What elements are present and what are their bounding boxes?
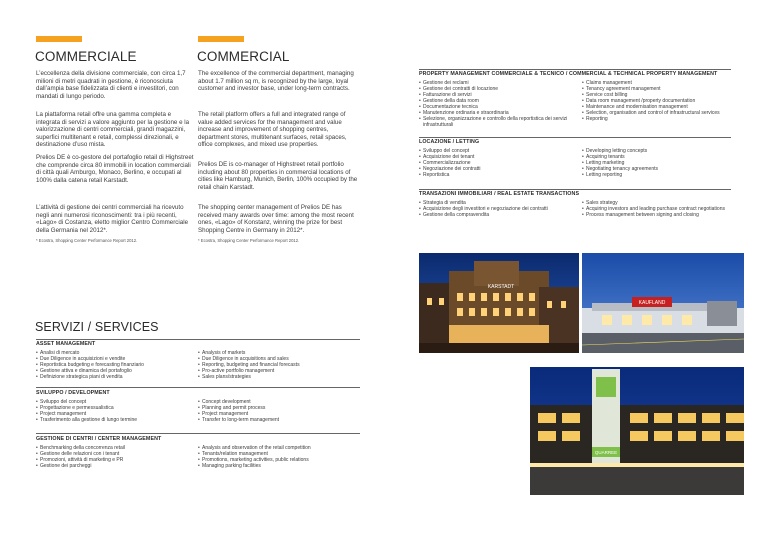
list-item: • Project management: [36, 411, 186, 417]
list-item: • Sales strategy: [582, 200, 747, 206]
paragraph-it-3: Prelios DE è co-gestore del portafoglio retail di Highstreet che comprende circa 80 immobili in location commerciali di città quali Amburgo, Monaco, Berlino, e occupati al 100% dalla catena retail Karstadt.: [36, 154, 194, 184]
section-title-development: SVILUPPO / DEVELOPMENT: [36, 390, 110, 396]
sign-kaufland: KAUFLAND: [638, 300, 666, 306]
list-transactions-it: [419, 200, 579, 218]
photo-shopping-center-dusk: [582, 253, 744, 353]
paragraph-it-1: L’eccellenza della divisione commerciale, con circa 1,7 milioni di metri quadrati in gestione, è riconosciuta dall’ampia base fidelizzata di clienti e investitori, con mandati di lungo periodo.: [36, 70, 186, 100]
list-letting-it: [419, 148, 579, 178]
list-item: • Tenancy agreement management: [582, 86, 742, 92]
list-item: • Analysis of markets: [198, 350, 358, 356]
list-item: • Process management between signing and closing: [582, 212, 747, 218]
list-item: • Letting marketing: [582, 160, 742, 166]
paragraph-en-1: The excellence of the commercial department, managing about 1.7 million sq m, is recognized by the large, loyal customer and investor base, under long-term contracts.: [198, 70, 354, 93]
paragraph-en-2: The retail platform offers a full and integrated range of value added services for the management and value increase and improvement of shopping centres, department stores, multitenant surfaces, retail spaces, office complexes, and mixed use properties.: [198, 111, 347, 149]
list-center-management-en: [198, 445, 358, 469]
list-item: • Claims management: [582, 80, 742, 86]
sign-karstadt: KARSTADT: [487, 284, 515, 290]
divider: [419, 69, 731, 70]
list-item: • Due Diligence in acquisizioni e vendite: [36, 356, 186, 362]
list-item: • Gestione della data room: [419, 98, 579, 104]
accent-bar-left: [36, 36, 82, 42]
list-item: • Negotiating tenancy agreements: [582, 166, 742, 172]
heading-commerciale: COMMERCIALE: [35, 49, 137, 64]
footnote-en: * Ecostra, Shopping Center Performance Report 2012.: [198, 238, 300, 243]
list-item: • Transfer to long-term management: [198, 417, 358, 423]
list-letting-en: [582, 148, 742, 178]
paragraph-en-3: Prelios DE is co-manager of Highstreet retail portfolio including about 80 properties in commercial locations of cities like Hamburg, Munich, Berlin, 100% occupied by the retail chain Karstadt.: [198, 161, 358, 191]
list-item: • Concept development: [198, 399, 358, 405]
list-item: • Reportistica budgeting e forecasting finanziario: [36, 362, 186, 368]
list-item: • Sviluppo del concept: [419, 148, 579, 154]
list-item: • Reportistica: [419, 172, 579, 178]
list-item: • Data room management /property documentation: [582, 98, 742, 104]
list-item: • Selection, organisation and control of infrastructural services: [582, 110, 742, 116]
list-item: • Fatturazione di servizi: [419, 92, 579, 98]
list-property-management-en: [582, 80, 742, 122]
divider: [36, 387, 360, 388]
list-item: • Maintenance and modernisation management: [582, 104, 742, 110]
sign-quarree: QUARREE: [594, 450, 618, 455]
list-item: • Analisi di mercato: [36, 350, 186, 356]
list-item: • Gestione delle relazioni con i tenant: [36, 451, 186, 457]
photo-department-store-night: [419, 253, 579, 353]
list-center-management-it: [36, 445, 186, 469]
list-item: • Gestione dei reclami: [419, 80, 579, 86]
list-item: • Promotions, marketing activities, public relations: [198, 457, 358, 463]
list-item: • Trasferimento alla gestione di lungo termine: [36, 417, 186, 423]
footnote-it: * Ecostra, Shopping Center Performance Report 2012.: [36, 238, 138, 243]
list-item: • Gestione dei parcheggi: [36, 463, 186, 469]
list-item: • Strategia di vendita: [419, 200, 579, 206]
list-item: • Gestione della compravendita: [419, 212, 579, 218]
list-development-en: [198, 399, 358, 423]
list-item: • Documentazione tecnica: [419, 104, 579, 110]
list-item: • Planning and permit process: [198, 405, 358, 411]
section-title-center-management: GESTIONE DI CENTRI / CENTER MANAGEMENT: [36, 436, 162, 442]
list-item: • Reporting: [582, 116, 742, 122]
list-item: • Negoziazione dei contratti: [419, 166, 579, 172]
list-item: • Benchmarking della concorrenza retail: [36, 445, 186, 451]
list-item: • Progettazione e permessualistica: [36, 405, 186, 411]
heading-services: SERVIZI / SERVICES: [35, 320, 159, 334]
heading-commercial: COMMERCIAL: [197, 49, 290, 64]
list-item: • Tenants/relation management: [198, 451, 358, 457]
list-item: • Analysis and observation of the retail competition: [198, 445, 358, 451]
paragraph-en-4: The shopping center management of Prelios DE has received many awards over time: among the most recent ones, «Lago» of Konstanz, winning the prize for best Shopping Centre in Germany in 2012*.: [198, 204, 354, 234]
list-item: • Acquiring investors and leading purchase contract negotiations: [582, 206, 747, 212]
list-item: • Due Diligence in acquisitions and sales: [198, 356, 358, 362]
divider: [36, 433, 360, 434]
divider: [419, 137, 731, 138]
list-item: • Gestione attiva e dinamica del portafoglio: [36, 368, 186, 374]
list-property-management-it: [419, 80, 579, 128]
section-title-property-management: PROPERTY MANAGEMENT COMMERCIALE & TECNICO / COMMERCIAL & TECHNICAL PROPERTY MANAGEMENT: [419, 71, 718, 77]
divider: [36, 339, 360, 340]
list-item: • Developing letting concepts: [582, 148, 742, 154]
list-item: • Manutenzione ordinaria e straordinaria: [419, 110, 579, 116]
section-title-transactions: TRANSAZIONI IMMOBILIARI / REAL ESTATE TRANSACTIONS: [419, 191, 580, 197]
list-item: • Acquisizione degli investitori e negoziazione dei contratti: [419, 206, 579, 212]
list-item: • Definizione strategica piani di vendita: [36, 374, 186, 380]
list-item: • Gestione dei contratti di locazione: [419, 86, 579, 92]
list-item: • Acquiring tenants: [582, 154, 742, 160]
paragraph-it-4: L’attività di gestione dei centri commerciali ha ricevuto negli anni numerosi riconoscimenti: tra i più recenti, «Lago» di Costanza, eletto miglior Centro Commerciale della Germania nel 2012*.: [36, 204, 189, 234]
list-item: • Service cost billing: [582, 92, 742, 98]
section-title-asset-management: ASSET MANAGEMENT: [36, 341, 96, 347]
list-item: • Project management: [198, 411, 358, 417]
list-item: • Sviluppo del concept: [36, 399, 186, 405]
list-asset-management-en: [198, 350, 358, 380]
list-item: • Sales plans/strategies: [198, 374, 358, 380]
section-title-letting: LOCAZIONE / LETTING: [419, 139, 480, 145]
list-item: • Letting reporting: [582, 172, 742, 178]
list-development-it: [36, 399, 186, 423]
photo-quarree-mall-night: [530, 367, 744, 495]
divider: [419, 189, 731, 190]
list-item: • Managing parking facilities: [198, 463, 358, 469]
list-item: • Commercializzazione: [419, 160, 579, 166]
list-item: • Reporting, budgeting and financial forecasts: [198, 362, 358, 368]
list-item: • Selezione, organizzazione e controllo della reportistica dei servizi infrastrutturali: [419, 116, 579, 128]
list-item: • Promozioni, attività di marketing e PR: [36, 457, 186, 463]
list-asset-management-it: [36, 350, 186, 380]
list-item: • Acquisizione dei tenant: [419, 154, 579, 160]
accent-bar-mid: [198, 36, 244, 42]
paragraph-it-2: La piattaforma retail offre una gamma completa e integrata di servizi a valore aggiunto per la gestione e la valorizzazione di centri commerciali, grandi magazzini, superfici multitenant e retail, complessi direzionali, e destinazione d’uso mista.: [36, 111, 190, 149]
list-item: • Pro-active portfolio management: [198, 368, 358, 374]
list-transactions-en: [582, 200, 747, 218]
